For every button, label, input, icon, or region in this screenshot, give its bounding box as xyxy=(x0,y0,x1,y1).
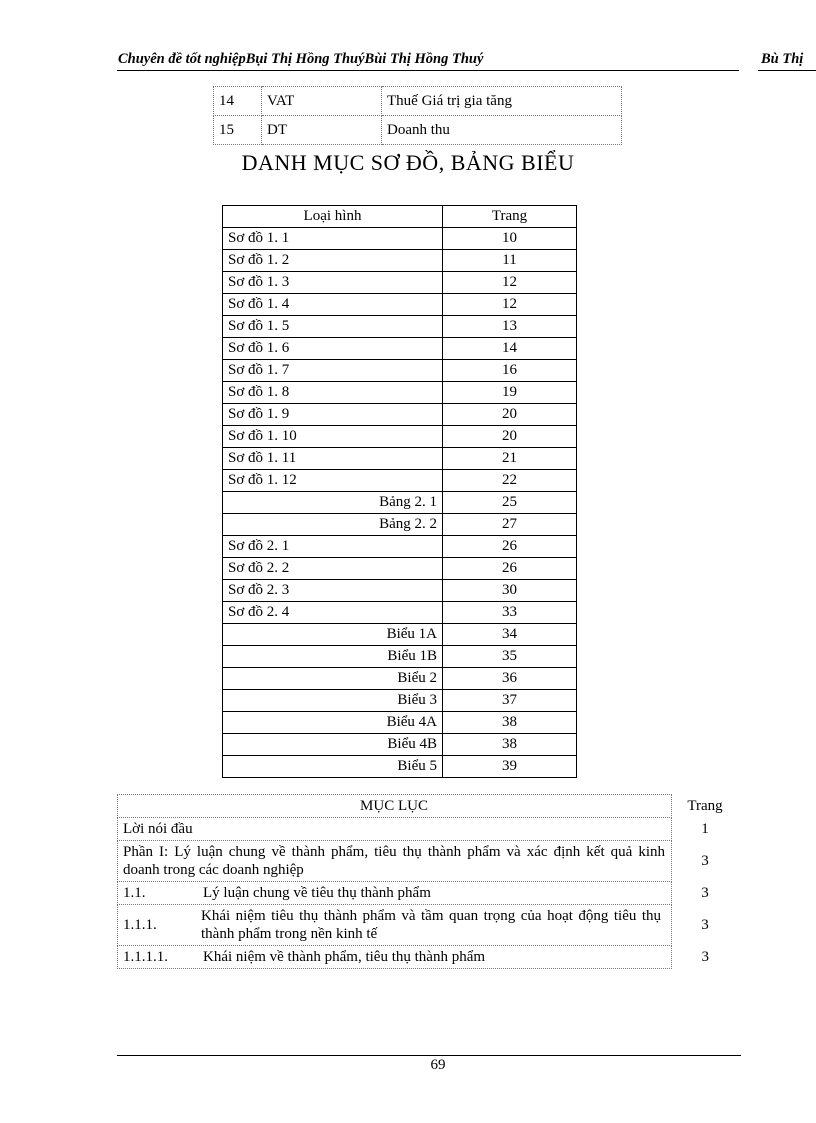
table-row xyxy=(223,360,577,382)
figure-label: Sơ đồ 2. 2 xyxy=(223,558,443,580)
column-header-type: Loại hình xyxy=(223,206,443,228)
contents-entry xyxy=(118,946,736,969)
table-row xyxy=(223,228,577,250)
contents-entry-page: 3 xyxy=(701,916,709,933)
table-row xyxy=(223,558,577,580)
table-row xyxy=(223,602,577,624)
figure-label: Sơ đồ 1. 9 xyxy=(223,404,443,426)
table-row xyxy=(223,756,577,778)
abbr-code: DT xyxy=(262,116,382,145)
figure-page: 37 xyxy=(443,690,577,712)
figure-label: Biểu 3 xyxy=(223,690,443,712)
figure-page: 12 xyxy=(443,294,577,316)
contents-entry-text: Khái niệm về thành phẩm, tiêu thụ thành phẩm xyxy=(203,949,486,965)
figure-label: Sơ đồ 1. 7 xyxy=(223,360,443,382)
contents-entry-page: 3 xyxy=(701,852,709,869)
figure-label: Sơ đồ 1. 8 xyxy=(223,382,443,404)
figure-label: Sơ đồ 1. 2 xyxy=(223,250,443,272)
contents-table xyxy=(117,794,736,969)
contents-entry-text: Lời nói đầu xyxy=(118,818,672,841)
contents-entry xyxy=(118,818,736,841)
figure-page: 19 xyxy=(443,382,577,404)
figure-page: 21 xyxy=(443,448,577,470)
header-rule xyxy=(117,70,739,71)
contents-entry-cell xyxy=(118,882,672,905)
figure-label: Biểu 2 xyxy=(223,668,443,690)
figures-list-title: DANH MỤC SƠ ĐỒ, BẢNG BIỂU xyxy=(241,150,575,175)
figures-table-body xyxy=(223,228,577,778)
table-row xyxy=(223,536,577,558)
figure-label: Sơ đồ 1. 5 xyxy=(223,316,443,338)
figure-label: Biểu 5 xyxy=(223,756,443,778)
table-row xyxy=(223,316,577,338)
figure-label: Sơ đồ 2. 1 xyxy=(223,536,443,558)
figure-label: Biểu 4A xyxy=(223,712,443,734)
figure-page: 16 xyxy=(443,360,577,382)
table-row xyxy=(223,338,577,360)
abbr-number: 14 xyxy=(214,87,262,116)
figure-label: Sơ đồ 1. 10 xyxy=(223,426,443,448)
contents-title: MỤC LỤC xyxy=(118,795,672,818)
contents-entry-number: 1.1. xyxy=(123,885,146,901)
table-row xyxy=(223,646,577,668)
figure-page: 25 xyxy=(443,492,577,514)
contents-entry-text: Phần I: Lý luận chung về thành phẩm, tiêu thụ thành phẩm và xác định kết quả kinh doanh trong các doanh nghiệp xyxy=(118,841,672,882)
figures-table xyxy=(222,205,577,778)
figure-label: Biểu 1B xyxy=(223,646,443,668)
contents-entry-text: Lý luận chung về tiêu thụ thành phẩm xyxy=(203,885,431,901)
figure-label: Sơ đồ 1. 12 xyxy=(223,470,443,492)
column-header-page: Trang xyxy=(443,206,577,228)
figure-label: Biểu 4B xyxy=(223,734,443,756)
contents-entry-number: 1.1.1.1. xyxy=(123,949,168,965)
figure-page: 20 xyxy=(443,426,577,448)
figure-page: 20 xyxy=(443,404,577,426)
table-row xyxy=(223,250,577,272)
figure-page: 14 xyxy=(443,338,577,360)
table-header-row xyxy=(223,206,577,228)
table-row xyxy=(223,404,577,426)
figure-page: 38 xyxy=(443,734,577,756)
contents-entry-cell xyxy=(118,946,672,969)
figure-page: 11 xyxy=(443,250,577,272)
figure-page: 34 xyxy=(443,624,577,646)
figure-page: 10 xyxy=(443,228,577,250)
contents-entry xyxy=(118,841,736,882)
figure-page: 12 xyxy=(443,272,577,294)
contents-entry-page: 1 xyxy=(701,820,709,837)
table-row xyxy=(223,426,577,448)
figure-page: 30 xyxy=(443,580,577,602)
header-rule-right xyxy=(758,70,816,71)
abbr-meaning: Thuế Giá trị gia tăng xyxy=(382,87,622,116)
figure-page: 33 xyxy=(443,602,577,624)
contents-entry-page: 3 xyxy=(701,884,709,901)
table-row xyxy=(223,712,577,734)
contents-entry-page: 3 xyxy=(701,948,709,965)
page-number: 69 xyxy=(430,1057,446,1073)
figure-page: 26 xyxy=(443,558,577,580)
figure-label: Sơ đồ 2. 4 xyxy=(223,602,443,624)
contents-header-row xyxy=(118,795,736,818)
figure-page: 38 xyxy=(443,712,577,734)
running-header-left: Chuyên đề tốt nghiệpBụi Thị Hồng ThuýBùi Thị Hồng Thuý xyxy=(118,51,484,67)
figure-page: 39 xyxy=(443,756,577,778)
contents-entry xyxy=(118,882,736,905)
running-header-right: Bù Thị xyxy=(761,51,804,67)
figure-page: 27 xyxy=(443,514,577,536)
figure-page: 22 xyxy=(443,470,577,492)
contents-page-header: Trang xyxy=(687,797,723,814)
table-row xyxy=(214,116,622,145)
abbr-number: 15 xyxy=(214,116,262,145)
table-row xyxy=(223,382,577,404)
contents-entry-text: Khái niệm tiêu thụ thành phẩm và tầm quan trọng của hoạt động tiêu thụ thành phẩm trong nền kinh tế xyxy=(201,908,661,942)
table-row xyxy=(223,272,577,294)
table-row xyxy=(223,448,577,470)
figure-page: 36 xyxy=(443,668,577,690)
table-row xyxy=(223,734,577,756)
figure-label: Sơ đồ 1. 6 xyxy=(223,338,443,360)
table-row xyxy=(223,492,577,514)
figure-label: Sơ đồ 2. 3 xyxy=(223,580,443,602)
table-row xyxy=(223,580,577,602)
figure-page: 35 xyxy=(443,646,577,668)
figure-label: Sơ đồ 1. 4 xyxy=(223,294,443,316)
abbreviation-table xyxy=(213,86,622,145)
figure-label: Sơ đồ 1. 11 xyxy=(223,448,443,470)
figure-page: 13 xyxy=(443,316,577,338)
figure-label: Sơ đồ 1. 1 xyxy=(223,228,443,250)
contents-entry-number: 1.1.1. xyxy=(123,917,157,933)
figure-label: Biểu 1A xyxy=(223,624,443,646)
figure-page: 26 xyxy=(443,536,577,558)
figure-label: Sơ đồ 1. 3 xyxy=(223,272,443,294)
table-row xyxy=(223,514,577,536)
table-row xyxy=(223,690,577,712)
table-row xyxy=(214,87,622,116)
table-row xyxy=(223,294,577,316)
abbr-code: VAT xyxy=(262,87,382,116)
table-row xyxy=(223,624,577,646)
table-row xyxy=(223,470,577,492)
contents-entry xyxy=(118,905,736,946)
table-row xyxy=(223,668,577,690)
contents-entry-cell xyxy=(118,905,672,946)
figure-label: Bảng 2. 2 xyxy=(223,514,443,536)
figure-label: Bảng 2. 1 xyxy=(223,492,443,514)
footer-rule xyxy=(117,1055,741,1056)
abbr-meaning: Doanh thu xyxy=(382,116,622,145)
